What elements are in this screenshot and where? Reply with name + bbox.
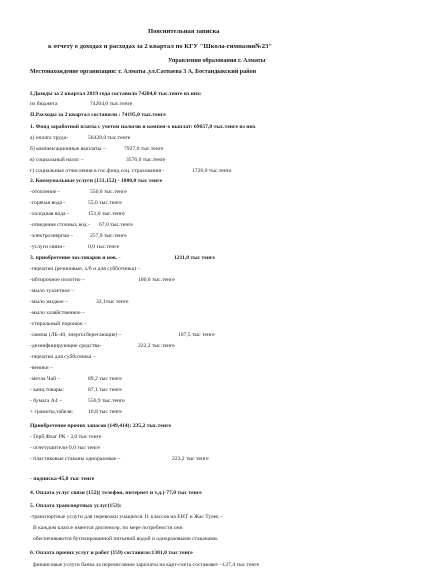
s3-row-label: -стиральный порошок - <box>30 321 87 327</box>
s5-line: В каждом классе имеется диспенсер, по мере потребности они <box>33 525 183 531</box>
s2-row-value: 151,0 тыс.тенге <box>88 211 125 217</box>
s3-row-value: 100,0 тыс.тенге <box>138 277 175 283</box>
section-3-title: 3. приобретение хоз.товаров и иов. - <box>30 255 121 261</box>
s2-row-label: -отведение сточных вод - <box>30 222 90 228</box>
s5-line: обеспечиваются бутилированной питьевой водой и одноразовыми стаканами. <box>33 536 219 542</box>
income-budget-value: 74204,0 тыс.тенге <box>90 101 133 107</box>
s2-row-label: -отопление - <box>30 189 60 195</box>
s6-line: финансовые услуги банка за перечисление зарплаты на карт-счета составляет –127,4 тыс тенге <box>33 562 260 568</box>
s3-row-label: -мыло туалетное – <box>30 288 75 294</box>
s2-row-label: -услуги связи– <box>30 244 66 250</box>
s3-row-value: 89,2 тыс тенге <box>88 376 122 382</box>
document-title: Пояснительная записка <box>148 28 220 35</box>
s3-row-value: 87,1 тыс тенге <box>88 387 122 393</box>
s3-row-value: 16,8 тыс тенге <box>88 409 122 415</box>
s2-row-value: 550,0 тыс.тенге <box>90 189 127 195</box>
other-supplies-row: - пластиковые стаканы одноразовые – <box>30 456 121 462</box>
location-line: Местонахождение организации: г. Алматы ,ул.Сатпаева 3 А, Бостандыкский район <box>30 69 257 75</box>
other-supplies-row: - Герб,Флаг РК - 3,0 тыс тенге <box>30 434 102 440</box>
income-budget-label: из бюджета <box>30 101 58 107</box>
s3-row-label: -лампы (ЛБ-40, энергосберегающие) – <box>30 332 122 338</box>
s3-row-label: - канц.товары: <box>30 387 65 393</box>
s3-row-value: 556,9 тыс.тенге <box>88 398 125 404</box>
s2-row-label: -горячая вода - <box>30 200 66 206</box>
s3-row-value: 107,5 тыс тенге <box>178 332 215 338</box>
s1-row-value: 7927,0 тыс.тенге <box>124 146 164 152</box>
s1-row-label: а) оплата труда- <box>30 135 68 141</box>
s3-row-label: -веники – <box>30 365 53 371</box>
s1-row-label: б) компенсационные выплаты – <box>30 146 106 152</box>
s1-row-value: 1726,0 тыс.тенге <box>192 168 232 174</box>
section-3-total: 1211,8 тыс тенге <box>174 255 215 261</box>
s3-row-label: -мыло хозяйственное – <box>30 310 85 316</box>
s1-row-label: г) социальные отчисления в гос.фонд соц. страхования - <box>30 168 165 174</box>
s2-row-label: -холодная вода - <box>30 211 69 217</box>
s3-row-label: + грамоты,табеля: <box>30 409 74 415</box>
s1-row-label: в) социальный налог – <box>30 157 84 163</box>
s5-line: -транспортные услуги для перевозки учащихся 11 классов на ЕНТ и Жас Тулек – <box>30 514 224 520</box>
s3-row-label: -мыло жидкое – <box>30 299 68 305</box>
s3-row-label: -перчатки для субботника – <box>30 354 96 360</box>
s3-row-value: 222,2 тыс.тенге <box>138 343 175 349</box>
s2-row-value: 55,0 тыс.тенге <box>88 200 122 206</box>
s3-row-label: -перчатки (резиновые, х/б и для субботника) – <box>30 266 141 272</box>
expenses-title: II.Расходы за 2 квартал составили : 74195,0 тыс.тенге <box>30 112 166 118</box>
s2-row-label: -электроэнергия – <box>30 233 73 239</box>
s3-row-label: - бумага А4 – <box>30 398 62 404</box>
other-supplies-title: Приобретение прочих запасов (149,414): 235,2 тыс.тенге <box>30 423 172 429</box>
section-2-title: 2. Коммунальные услуги (151,152) - 1080,0 тыс тенге <box>30 178 163 184</box>
section-1-title: 1. Фонд заработной платы с учетом налогов и компен-х выплат: 69657,0 тыс.тенге из них <box>30 124 256 130</box>
s3-row-value: 32,1тыс тенге <box>96 299 129 305</box>
s1-row-value: 3576,0 тыс.тенге <box>126 157 166 163</box>
s3-row-label: -ибтирочное полотно – <box>30 277 85 283</box>
other-supplies-row: - огнетушители-9,0 тыс тенге <box>30 445 100 451</box>
section-5-title: 5. Оплата транспортных услуг(153): <box>30 503 122 509</box>
other-supplies-value: 223,2 тыс тенге <box>172 456 209 462</box>
department-line: Управления образования г. Алматы <box>168 58 266 64</box>
section-6-title: 6. Оплата прочих услуг и работ (159) составило:1301,0 тыс тенге <box>30 550 193 556</box>
s2-row-value: 0,0 тыс.тенге <box>88 244 120 250</box>
section-4-title: 4. Оплата услуг связи (152)( телефон, интернет и т.д.)-77,0 тыс тенге <box>30 490 202 496</box>
s2-row-value: 257,0 тыс.тенге <box>90 233 127 239</box>
subscription-line: - подписка-45,0 тыс тенге <box>30 476 95 482</box>
s2-row-value: 67,0 тыс.тенге <box>99 222 133 228</box>
s1-row-value: 56428,0 тыс.тенге <box>88 135 131 141</box>
s3-row-label: -метла Чай – <box>30 376 61 382</box>
income-title: I.Доходы за 2 квартал 2019 года составило 74204,0 тыс.тенге из них: <box>30 91 202 97</box>
s3-row-label: -дезинфицирующие средства- <box>30 343 102 349</box>
document-subtitle: к отчету о доходах и расходах за 2 квартал по КГУ "Школа-гимназия№23" <box>48 43 273 50</box>
